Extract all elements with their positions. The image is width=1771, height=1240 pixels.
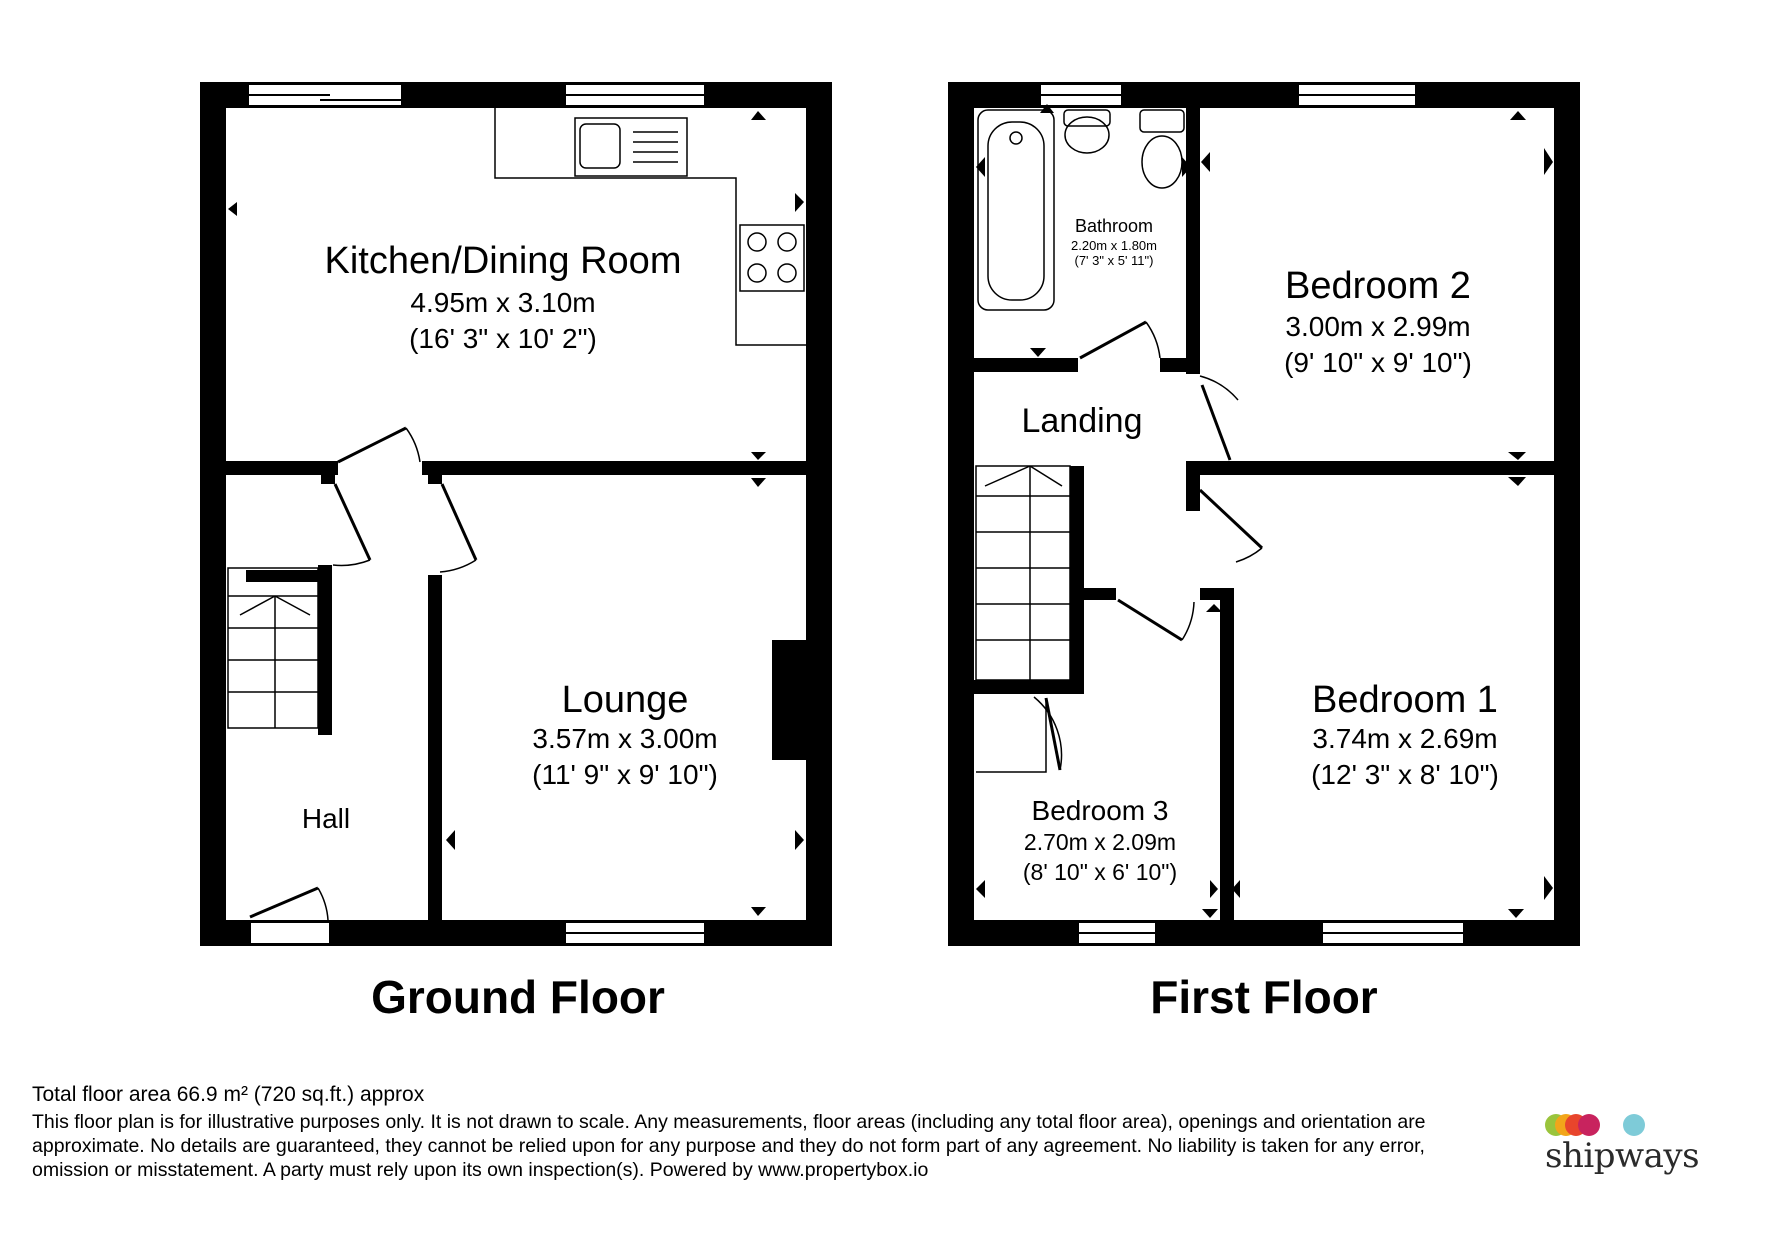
ground-floor-interior-walls [226,461,806,920]
logo-dots [1545,1112,1665,1138]
first-floor-heading: First Floor [1150,971,1378,1023]
hall-room-name: Hall [301,803,351,834]
ground-floor-plan [200,82,832,946]
disclaimer-block [32,1083,1452,1182]
front-door-gap [250,922,330,944]
bedroom1-room-name: Bedroom 1 [1312,679,1498,721]
chimney-breast [772,640,806,760]
kitchen-room-name: Kitchen/Dining Room [324,240,682,282]
hob [740,225,804,291]
bedroom3-room-name: Bedroom 3 [1031,795,1169,826]
total-floor-area: Total floor area 66.9 m² (720 sq.ft.) approx [32,1083,425,1106]
bathroom-fixtures [978,110,1184,310]
ground-floor-doors [250,428,476,920]
toilet [1140,110,1184,132]
bathroom-room-metric: 2.20m x 1.80m [1071,238,1157,253]
lounge-room-imperial: (11' 9" x 9' 10") [532,759,718,790]
disclaimer-text: This floor plan is for illustrative purposes only. It is not drawn to scale. Any measurements, floor areas (including any total floor area), openings and orientation are approximate. No details are guaranteed, they cannot be relied upon for any purpose and they do not form part of any agreement. No liability is taken for any error, omission or misstatement. A party must rely upon its own inspection(s). Powered by www.propertybox.io [32,1111,1426,1181]
ground-floor-measure-arrows [228,111,804,916]
landing-room-name: Landing [1021,402,1143,440]
bedroom2-room-imperial: (9' 10" x 9' 10") [1284,347,1472,378]
logo-dot-5 [1623,1114,1645,1136]
bedroom2-room-name: Bedroom 2 [1285,265,1471,307]
bathroom-room-imperial: (7' 3" x 5' 11") [1074,253,1154,268]
ground-floor-stairs [228,568,318,728]
ground-floor-heading: Ground Floor [371,971,665,1023]
ground-floor-outer-walls [200,82,832,946]
lounge-room-name: Lounge [561,679,689,721]
bedroom2-room-metric: 3.00m x 2.99m [1285,311,1471,342]
bedroom1-room-imperial: (12' 3" x 8' 10") [1311,759,1499,790]
logo-wordmark: shipways [1545,1136,1700,1176]
bedroom1-room-metric: 3.74m x 2.69m [1312,723,1498,754]
shipways-logo [1545,1112,1745,1192]
bathroom-room-name: Bathroom [1074,216,1154,236]
ground-floor-room-labels [302,240,718,1023]
bedroom3-room-metric: 2.70m x 2.09m [1023,829,1177,855]
kitchen-room-imperial: (16' 3" x 10' 2") [409,323,597,354]
lounge-room-metric: 3.57m x 3.00m [532,723,718,754]
bedroom3-room-imperial: (8' 10" x 6' 10") [1022,859,1178,885]
kitchen-room-metric: 4.95m x 3.10m [410,287,596,318]
first-floor-room-labels [1021,216,1498,1023]
logo-dot-4 [1578,1114,1600,1136]
